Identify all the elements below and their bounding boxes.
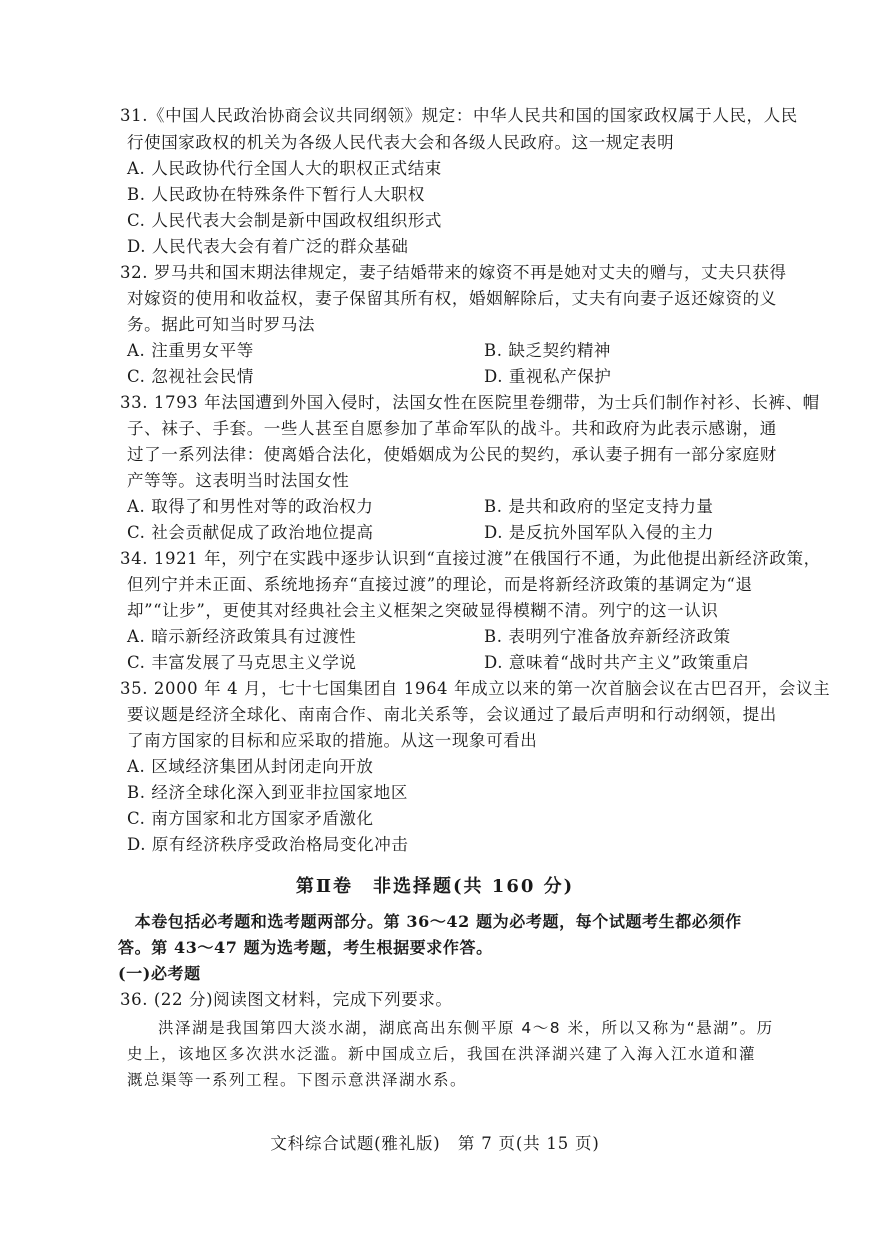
q35-option-c[interactable]: C. 南方国家和北方国家矛盾激化 (127, 809, 374, 828)
q36-material-line-1: 洪泽湖是我国第四大淡水湖，湖底高出东侧平原 4～8 米，所以又称为“悬湖”。历 (158, 1019, 774, 1037)
q32-option-d[interactable]: D. 重视私产保护 (484, 367, 612, 386)
q32-stem-line-3: 务。据此可知当时罗马法 (127, 315, 316, 334)
section-2-intro-line-2: 答。第 43～47 题为选考题，考生根据要求作答。 (118, 938, 493, 957)
q34-option-a[interactable]: A. 暗示新经济政策具有过渡性 (127, 627, 357, 646)
section-2-title: 第Ⅱ卷 非选择题(共 160 分) (295, 876, 575, 897)
q34-option-c[interactable]: C. 丰富发展了马克思主义学说 (127, 653, 357, 672)
q33-option-a[interactable]: A. 取得了和男性对等的政治权力 (127, 497, 374, 516)
q33-stem-line-2: 子、袜子、手套。一些人甚至自愿参加了革命军队的战斗。共和政府为此表示感谢，通 (127, 419, 777, 438)
q35-stem-line-3: 了南方国家的目标和应采取的措施。从这一现象可看出 (127, 731, 538, 750)
page-footer: 文科综合试题(雅礼版) 第 7 页(共 15 页) (270, 1134, 600, 1153)
q35-stem-line-1: 35. 2000 年 4 月，七十七国集团自 1964 年成立以来的第一次首脑会议在古巴召开，会议主 (120, 679, 831, 698)
q32-stem-line-2: 对嫁资的使用和收益权，妻子保留其所有权，婚姻解除后，丈夫有向妻子返还嫁资的义 (127, 289, 777, 308)
q33-stem-line-1: 33. 1793 年法国遭到外国入侵时，法国女性在医院里卷绷带，为士兵们制作衬衫、长裤、帽 (120, 393, 820, 412)
q33-option-b[interactable]: B. 是共和政府的坚定支持力量 (484, 497, 714, 516)
q32-option-a[interactable]: A. 注重男女平等 (127, 341, 254, 360)
q31-stem-line-1: 31.《中国人民政治协商会议共同纲领》规定：中华人民共和国的国家政权属于人民，人民 (120, 106, 798, 125)
q34-stem-line-3: 却”“让步”，更使其对经典社会主义框架之突破显得模糊不清。列宁的这一认识 (127, 601, 719, 620)
q36-material-line-2: 史上，该地区多次洪水泛滥。新中国成立后，我国在洪泽湖兴建了入海入江水道和灌 (127, 1045, 757, 1063)
q31-option-b[interactable]: B. 人民政协在特殊条件下暂行人大职权 (127, 185, 426, 204)
q31-stem-line-2: 行使国家政权的机关为各级人民代表大会和各级人民政府。这一规定表明 (127, 133, 675, 152)
q34-stem-line-1: 34. 1921 年，列宁在实践中逐步认识到“直接过渡”在俄国行不通，为此他提出新经济政策， (120, 549, 821, 568)
q35-option-b[interactable]: B. 经济全球化深入到亚非拉国家地区 (127, 783, 408, 802)
q32-stem-line-1: 32. 罗马共和国末期法律规定，妻子结婚带来的嫁资不再是她对丈夫的赠与，丈夫只获得 (120, 263, 787, 282)
q35-stem-line-2: 要议题是经济全球化、南南合作、南北关系等，会议通过了最后声明和行动纲领，提出 (127, 705, 777, 724)
q34-stem-line-2: 但列宁并未正面、系统地扬弃“直接过渡”的理论，而是将新经济政策的基调定为“退 (127, 575, 753, 594)
q36-material-line-3: 溉总渠等一系列工程。下图示意洪泽湖水系。 (127, 1071, 468, 1089)
q32-option-b[interactable]: B. 缺乏契约精神 (484, 341, 612, 360)
q35-option-d[interactable]: D. 原有经济秩序受政治格局变化冲击 (127, 835, 409, 854)
q36-head: 36. (22 分)阅读图文材料，完成下列要求。 (120, 990, 453, 1009)
q34-option-d[interactable]: D. 意味着“战时共产主义”政策重启 (484, 653, 750, 672)
section-2-intro-line-1: 本卷包括必考题和选考题两部分。第 36～42 题为必考题，每个试题考生都必须作 (118, 912, 742, 931)
q34-option-b[interactable]: B. 表明列宁准备放弃新经济政策 (484, 627, 731, 646)
q33-stem-line-3: 过了一系列法律：使离婚合法化，使婚姻成为公民的契约，承认妻子拥有一部分家庭财 (127, 445, 777, 464)
q33-option-c[interactable]: C. 社会贡献促成了政治地位提高 (127, 523, 374, 542)
q31-option-a[interactable]: A. 人民政协代行全国人大的职权正式结束 (127, 159, 442, 178)
q33-option-d[interactable]: D. 是反抗外国军队入侵的主力 (484, 523, 715, 542)
required-section-label: (一)必考题 (118, 964, 201, 983)
q35-option-a[interactable]: A. 区域经济集团从封闭走向开放 (127, 757, 374, 776)
q32-option-c[interactable]: C. 忽视社会民情 (127, 367, 254, 386)
q33-stem-line-4: 产等等。这表明当时法国女性 (127, 471, 350, 490)
q31-option-d[interactable]: D. 人民代表大会有着广泛的群众基础 (127, 237, 409, 256)
q31-option-c[interactable]: C. 人民代表大会制是新中国政权组织形式 (127, 211, 443, 230)
